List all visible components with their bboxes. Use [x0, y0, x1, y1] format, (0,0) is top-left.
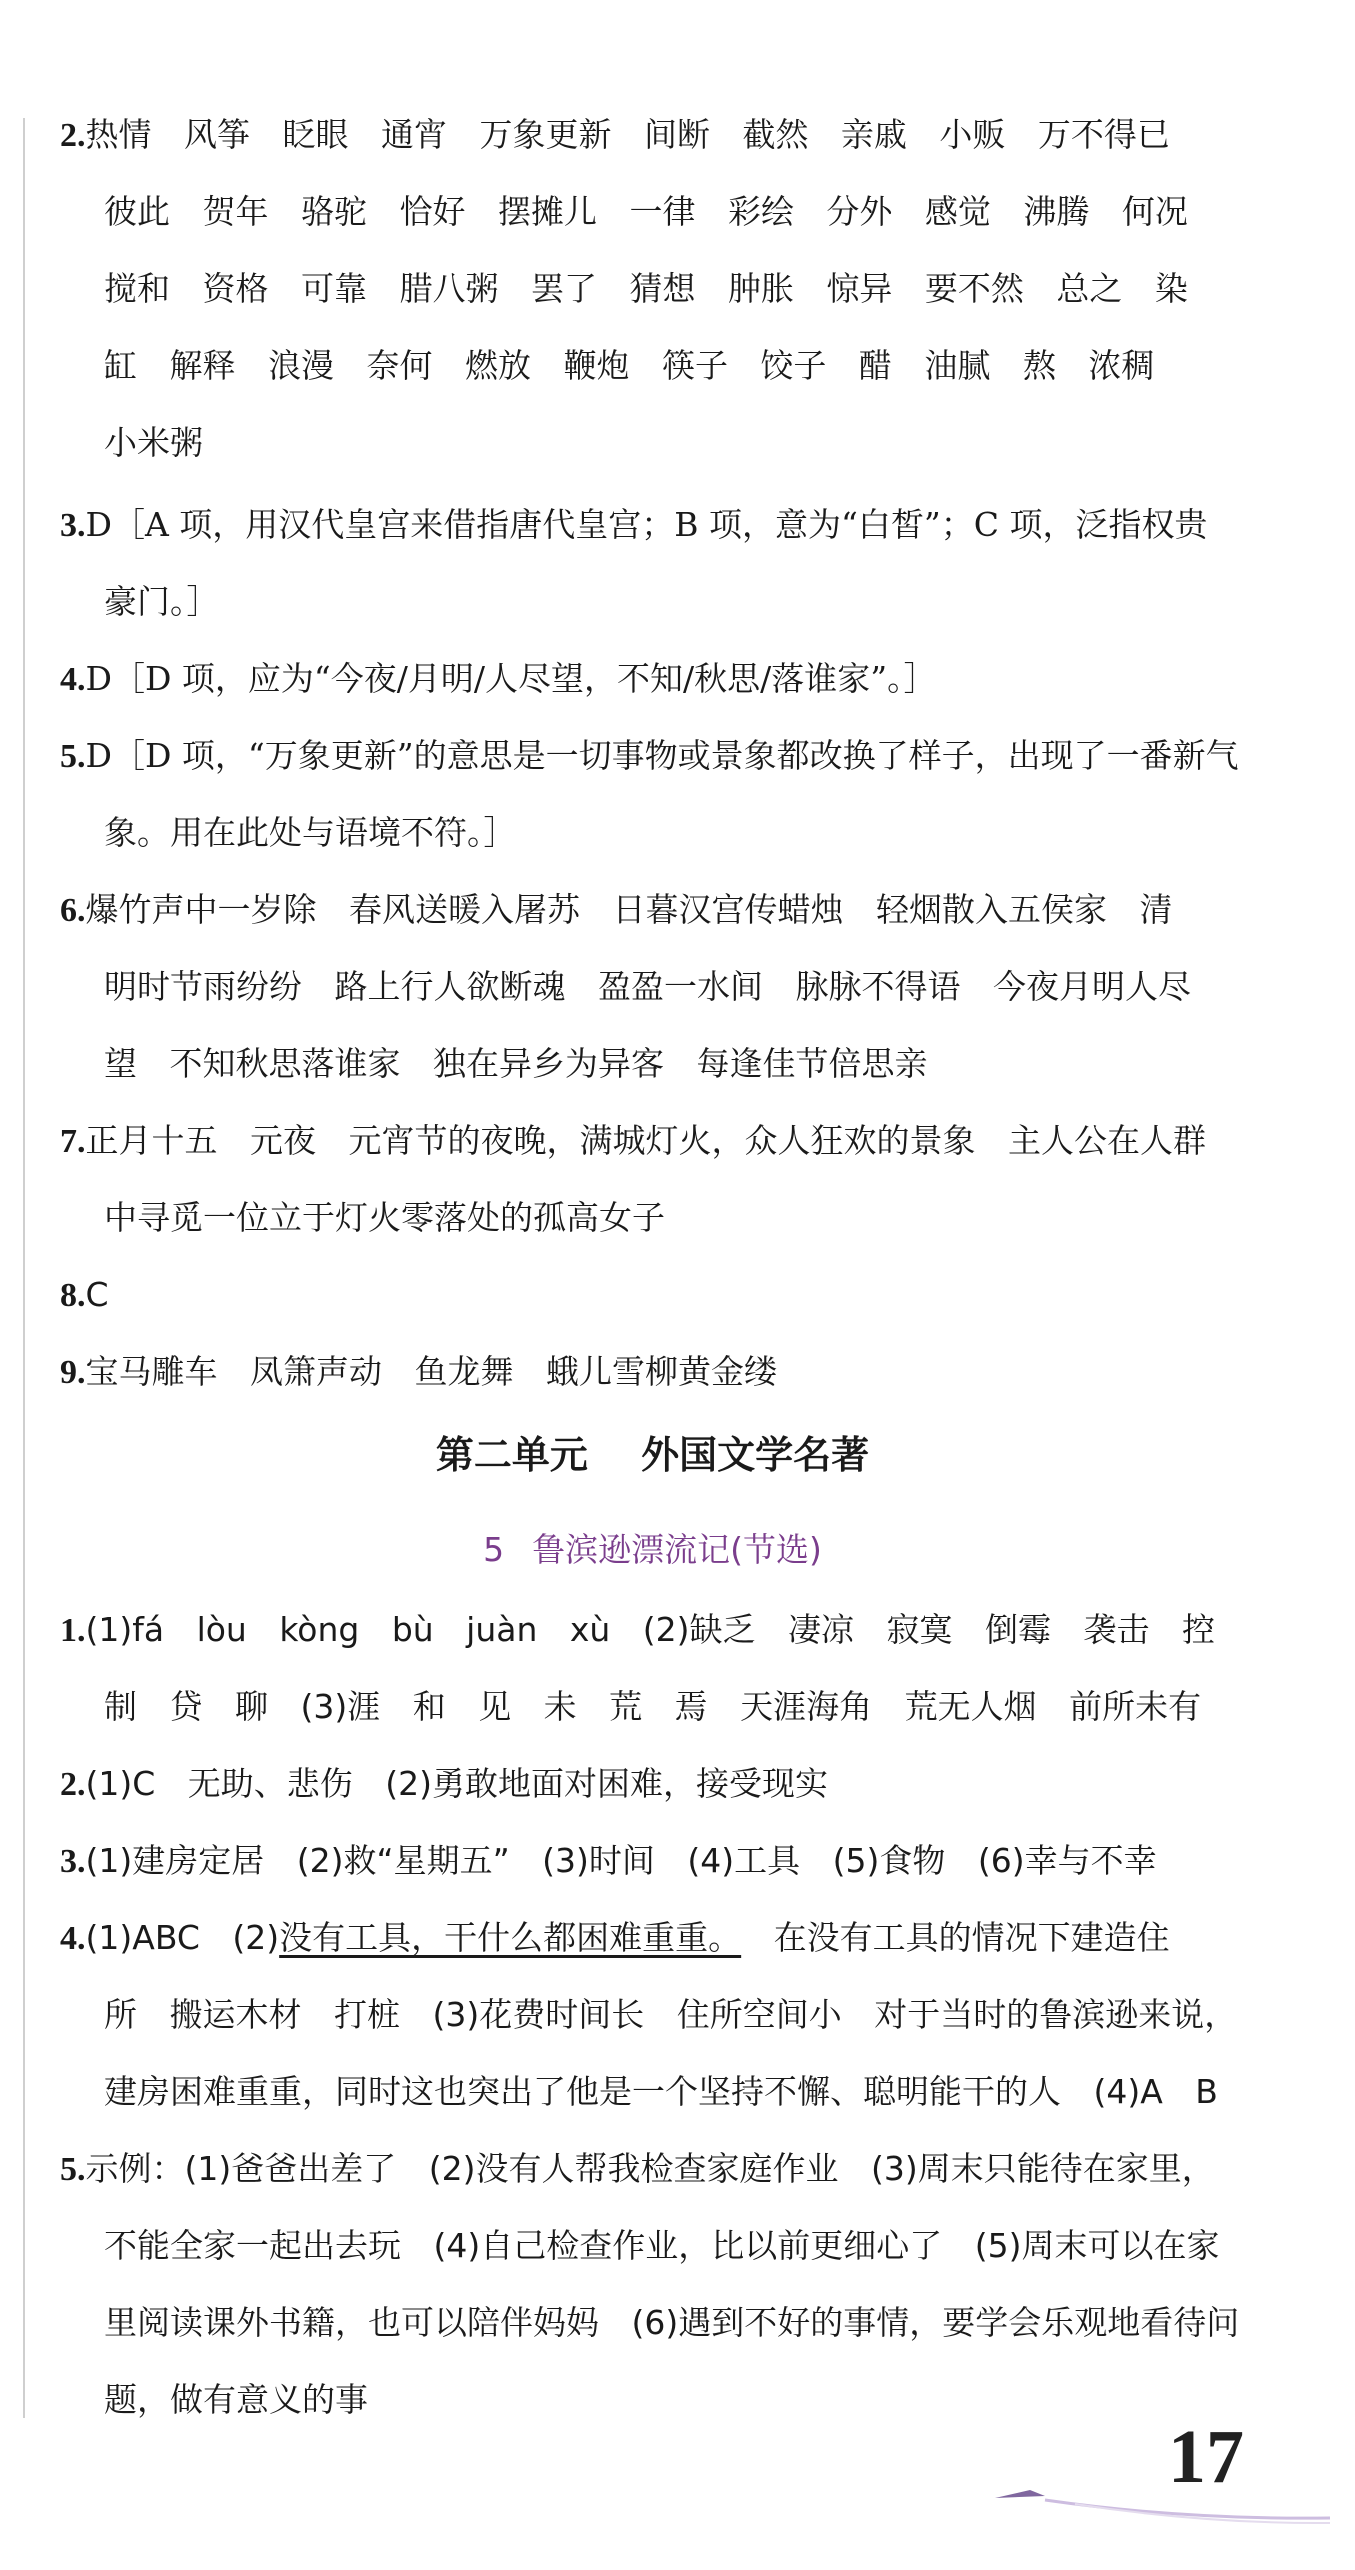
item-number: 5.: [60, 2151, 86, 2188]
answer-2-line-4: 缸 解释 浪漫 奈何 燃放 鞭炮 筷子 饺子 醋 油腻 熬 浓稠: [104, 346, 1155, 385]
answer-2-line-3: 搅和 资格 可靠 腊八粥 罢了 猜想 肿胀 惊异 要不然 总之 染: [104, 269, 1188, 308]
item-number: 6.: [60, 892, 86, 929]
lesson-answer-3-line-1: 3.(1)建房定居 (2)救“星期五” (3)时间 (4)工具 (5)食物 (6)幸与不幸: [60, 1841, 1157, 1880]
answer-7-line-2: 中寻觅一位立于灯火零落处的孤高女子: [104, 1198, 665, 1237]
item-number: 2.: [60, 117, 86, 154]
lesson-answer-5-line-1: 5.示例：(1)爸爸出差了 (2)没有人帮我检查家庭作业 (3)周末只能待在家里，: [60, 2149, 1215, 2188]
item-number: 9.: [60, 1354, 86, 1391]
answer-6-line-3: 望 不知秋思落谁家 独在异乡为异客 每逢佳节倍思亲: [104, 1044, 928, 1083]
lesson-answer-5-line-4: 题，做有意义的事: [104, 2380, 368, 2419]
answer-6-line-2: 明时节雨纷纷 路上行人欲断魂 盈盈一水间 脉脉不得语 今夜月明人尽: [104, 967, 1191, 1006]
answer-3-line-2: 豪门。］: [104, 582, 220, 621]
item-number: 4.: [60, 1920, 86, 1957]
lesson-answer-4-line-2: 所 搬运木材 打桩 (3)花费时间长 住所空间小 对于当时的鲁滨逊来说，: [104, 1995, 1238, 2034]
answer-2-line-2: 彼此 贺年 骆驼 恰好 摆摊儿 一律 彩绘 分外 感觉 沸腾 何况: [104, 192, 1188, 231]
margin-line: [23, 118, 25, 2418]
lesson-name: 鲁滨逊漂流记(节选): [532, 1530, 822, 1569]
page-corner-decoration: [985, 2468, 1335, 2528]
item-number: 4.: [60, 661, 86, 698]
lesson-answer-1-line-2: 制 贷 聊 (3)涯 和 见 未 荒 焉 天涯海角 荒无人烟 前所未有: [104, 1687, 1202, 1726]
lesson-number: 5: [483, 1530, 505, 1569]
answer-4-line-1: 4.D［D 项，应为“今夜/月明/人尽望，不知/秋思/落谁家”。］: [60, 659, 937, 698]
lesson-answer-5-line-3: 里阅读课外书籍，也可以陪伴妈妈 (6)遇到不好的事情，要学会乐观地看待问: [104, 2303, 1240, 2342]
answer-5-line-1: 5.D［D 项，“万象更新”的意思是一切事物或景象都改换了样子，出现了一番新气: [60, 736, 1239, 775]
lesson-answer-4-line-3: 建房困难重重，同时这也突出了他是一个坚持不懈、聪明能干的人 (4)A B: [104, 2072, 1218, 2111]
item-number: 1.: [60, 1612, 86, 1649]
answer-2-line-1: 2.热情 风筝 眨眼 通宵 万象更新 间断 截然 亲戚 小贩 万不得已: [60, 115, 1170, 154]
answer-6-line-1: 6.爆竹声中一岁除 春风送暖入屠苏 日暮汉宫传蜡烛 轻烟散入五侯家 清: [60, 890, 1173, 929]
lesson-answer-5-line-2: 不能全家一起出去玩 (4)自己检查作业，比以前更细心了 (5)周末可以在家: [104, 2226, 1220, 2265]
page-number: 17: [1168, 2415, 1244, 2499]
item-number: 3.: [60, 507, 86, 544]
item-number: 3.: [60, 1843, 86, 1880]
lesson-answer-2-line-1: 2.(1)C 无助、悲伤 (2)勇敢地面对困难，接受现实: [60, 1764, 829, 1803]
unit-title: 第二单元 外国文学名著: [435, 1433, 870, 1477]
lesson-answer-4-line-1: 4.(1)ABC (2)没有工具，干什么都困难重重。 在没有工具的情况下建造住: [60, 1918, 1170, 1957]
answer-2-line-5: 小米粥: [104, 423, 203, 462]
lesson-title: [60, 1520, 1245, 1580]
answer-3-line-1: 3.D［A 项，用汉代皇宫来借指唐代皇宫；B 项，意为“白皙”；C 项，泛指权贵: [60, 505, 1208, 544]
lesson-answer-1-line-1: 1.(1)fá lòu kòng bù juàn xù (2)缺乏 凄凉 寂寞 倒霉 袭击 控: [60, 1610, 1216, 1649]
item-number: 8.: [60, 1277, 86, 1314]
item-number: 2.: [60, 1766, 86, 1803]
item-number: 7.: [60, 1123, 86, 1160]
underlined-answer: 没有工具，干什么都困难重重。: [279, 1918, 742, 1957]
answer-9-line-1: 9.宝马雕车 凤箫声动 鱼龙舞 蛾儿雪柳黄金缕: [60, 1352, 777, 1391]
answer-5-line-2: 象。用在此处与语境不符。］: [104, 813, 517, 852]
item-number: 5.: [60, 738, 86, 775]
answer-7-line-1: 7.正月十五 元夜 元宵节的夜晚，满城灯火，众人狂欢的景象 主人公在人群: [60, 1121, 1206, 1160]
answer-8-line-1: 8.C: [60, 1275, 109, 1314]
